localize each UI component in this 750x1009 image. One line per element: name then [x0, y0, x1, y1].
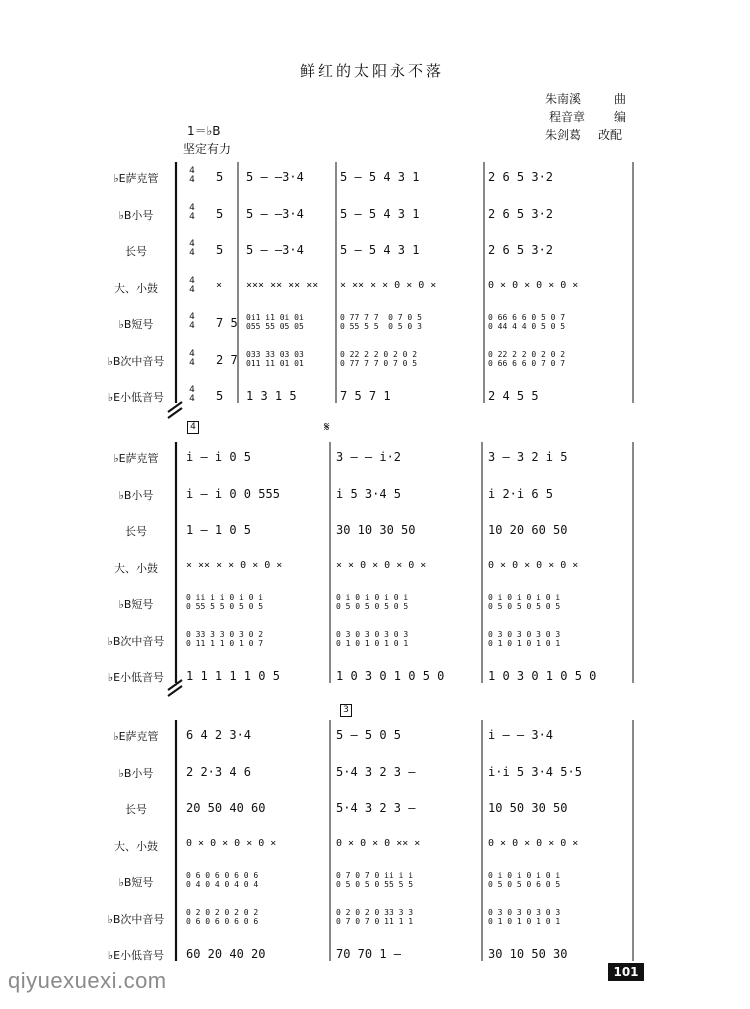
measure-cell: 0 7 0 7 0 ii i i 0 5 0 5 0 55 5 5	[336, 871, 414, 889]
instrument-label: ♭E萨克管	[113, 730, 159, 743]
measure-cell: 3 – 3 2 i 5	[488, 450, 568, 464]
time-sig-top: 4	[189, 348, 195, 359]
instrument-label: ♭B小号	[118, 766, 154, 780]
watermark: qiyuexuexi.com	[8, 968, 167, 993]
measure-cell: 5·4 3 2 3 –	[336, 764, 416, 779]
instrument-label: ♭B短号	[118, 876, 154, 889]
measure-cell: 0 3 0 3 0 3 0 3 0 1 0 1 0 1 0 1	[488, 629, 561, 648]
time-sig-bottom: 4	[189, 357, 195, 368]
adapter-role: 改配	[598, 128, 623, 142]
tempo-marking: 坚定有力	[183, 142, 232, 156]
measure-cell: × ×× × × 0 × 0 ×	[340, 279, 437, 291]
measure-cell: 30 10 30 50	[336, 523, 416, 537]
measure-cell: 60 20 40 20	[186, 947, 266, 961]
measure-cell: 1 – 1 0 5	[186, 523, 252, 537]
instrument-label: ♭E小低音号	[107, 671, 165, 684]
measure-cell: 2 6 5 3·2	[488, 170, 554, 184]
measure-cell: 5	[216, 170, 224, 184]
measure-cell: 2 6 5 3·2	[488, 206, 554, 221]
instrument-label: 大、小鼓	[114, 561, 158, 575]
measure-cell: 5 – –3·4	[246, 243, 304, 257]
instrument-label: ♭E小低音号	[107, 391, 165, 404]
measure-cell: 20 50 40 60	[186, 801, 266, 815]
instrument-label: 长号	[125, 803, 147, 816]
time-sig-bottom: 4	[189, 211, 195, 222]
time-sig-bottom: 4	[189, 248, 195, 258]
composer-name: 朱南溪	[545, 92, 582, 106]
measure-cell: 0 i 0 i 0 i 0 i 0 5 0 5 0 5 0 5	[488, 593, 561, 611]
instrument-label: ♭B小号	[118, 208, 154, 222]
measure-cell: 2 4 5 5	[488, 389, 539, 403]
arranger-name: 程音章	[549, 110, 586, 124]
measure-cell: 0 × 0 × 0 × 0 ×	[488, 837, 579, 849]
time-sig-top: 4	[189, 275, 195, 286]
time-sig-bottom: 4	[189, 175, 195, 185]
measure-cell: 5·4 3 2 3 –	[336, 801, 416, 815]
measure-cell: 10 50 30 50	[488, 801, 568, 815]
measure-cell: × × 0 × 0 × 0 ×	[336, 559, 427, 571]
measure-cell: 0 i 0 i 0 i 0 i 0 5 0 5 0 6 0 5	[488, 871, 561, 889]
measure-cell: i 5 3·4 5	[336, 486, 402, 501]
measure-cell: 0 × 0 × 0 ×× ×	[336, 837, 421, 849]
time-sig-bottom: 4	[189, 394, 195, 404]
measure-cell: 1 0 3 0 1 0 5 0	[488, 669, 597, 683]
measure-cell: 10 20 60 50	[488, 523, 568, 537]
measure-cell: 5 – –3·4	[246, 170, 304, 184]
measure-cell: 5	[216, 243, 224, 257]
measure-cell: 70 70 1 –	[336, 947, 402, 961]
measure-cell: 0 33 3 3 0 3 0 2 0 11 1 1 0 1 0 7	[186, 629, 264, 648]
measure-cell: i·i 5 3·4 5·5	[488, 764, 582, 779]
measure-cell: 0 22 2 2 0 2 0 2 0 66 6 6 0 7 0 7	[488, 349, 566, 368]
measure-cell: 0 × 0 × 0 × 0 ×	[186, 837, 277, 849]
time-sig-top: 4	[189, 166, 195, 176]
measure-cell: ××× ×× ×× ××	[246, 279, 319, 291]
instrument-label: 长号	[125, 245, 147, 258]
measure-cell: 0 66 6 6 0 5 0 7 0 44 4 4 0 5 0 5	[488, 313, 566, 331]
measure-cell: 1 0 3 0 1 0 5 0	[336, 669, 445, 683]
measure-cell: 7 5 7 1	[340, 389, 391, 403]
measure-cell: 0 i 0 i 0 i 0 i 0 5 0 5 0 5 0 5	[336, 593, 409, 611]
time-sig-top: 4	[189, 202, 195, 213]
time-sig-top: 4	[189, 239, 195, 249]
instrument-label: ♭B小号	[118, 488, 154, 502]
measure-cell: 5 – –3·4	[246, 206, 304, 221]
measure-cell: i – – 3·4	[488, 728, 554, 742]
measure-cell: 2 6 5 3·2	[488, 243, 554, 257]
measure-cell: 033 33 03 03 011 11 01 01	[246, 349, 304, 368]
measure-cell: 0 × 0 × 0 × 0 ×	[488, 559, 579, 571]
measure-cell: 0 × 0 × 0 × 0 ×	[488, 279, 579, 291]
rehearsal-mark-4: 4	[187, 421, 199, 434]
measure-cell: 5 – 5 0 5	[336, 728, 402, 742]
page-number: 101	[608, 963, 644, 981]
instrument-label: 大、小鼓	[114, 839, 158, 853]
time-sig-bottom: 4	[189, 321, 195, 331]
measure-cell: 0i1 i1 0i 0i 055 55 05 05	[246, 313, 304, 331]
measure-cell: 30 10 50 30	[488, 947, 568, 961]
instrument-label: ♭B短号	[118, 318, 154, 331]
measure-cell: 1 3 1 5	[246, 389, 297, 403]
measure-cell: × ×× × × 0 × 0 ×	[186, 559, 283, 571]
measure-cell: 0 ii i i 0 i 0 i 0 55 5 5 0 5 0 5	[186, 593, 264, 611]
measure-cell: 5 – 5 4 3 1	[340, 170, 420, 184]
measure-cell: 0 2 0 2 0 2 0 2 0 6 0 6 0 6 0 6	[186, 907, 259, 926]
measure-cell: 0 3 0 3 0 3 0 3 0 1 0 1 0 1 0 1	[488, 907, 561, 926]
measure-cell: 0 3 0 3 0 3 0 3 0 1 0 1 0 1 0 1	[336, 629, 409, 648]
key-signature: 1＝♭B	[187, 124, 221, 138]
measure-cell: 5	[216, 389, 224, 403]
measure-cell: 0 77 7 7 0 7 0 5 0 55 5 5 0 5 0 3	[340, 313, 422, 331]
composer-role: 曲	[614, 92, 627, 106]
instrument-label: ♭E萨克管	[113, 172, 159, 185]
measure-cell: i 2·i 6 5	[488, 486, 554, 501]
measure-cell: 0 22 2 2 0 2 0 2 0 77 7 7 0 7 0 5	[340, 349, 418, 368]
measure-cell: 5 – 5 4 3 1	[340, 243, 420, 257]
measure-cell: 3 – – i·2	[336, 450, 402, 464]
song-title: 鲜红的太阳永不落	[300, 62, 445, 80]
measure-cell: 0 6 0 6 0 6 0 6 0 4 0 4 0 4 0 4	[186, 871, 259, 889]
instrument-label: ♭E小低音号	[107, 949, 165, 962]
measure-cell: 2 7	[216, 352, 238, 367]
adapter-name: 朱剑葛	[545, 128, 582, 142]
measure-cell: 7 5	[216, 316, 238, 330]
instrument-label: ♭B次中音号	[107, 354, 165, 368]
time-sig-top: 4	[189, 385, 195, 395]
instrument-label: 长号	[125, 525, 147, 538]
time-sig-top: 4	[189, 312, 195, 322]
instrument-label: ♭B次中音号	[107, 912, 165, 926]
measure-cell: 1 1 1 1 1 0 5	[186, 669, 280, 683]
measure-cell: 5 – 5 4 3 1	[340, 206, 420, 221]
measure-cell: i – i 0 0 555	[186, 486, 280, 501]
time-sig-bottom: 4	[189, 284, 195, 295]
instrument-label: ♭B短号	[118, 598, 154, 611]
measure-cell: ×	[216, 279, 223, 291]
measure-cell: 2 2·3 4 6	[186, 764, 252, 779]
measure-cell: i – i 0 5	[186, 450, 252, 464]
measure-cell: 6 4 2 3·4	[186, 728, 252, 742]
instrument-label: ♭E萨克管	[113, 452, 159, 465]
instrument-label: 大、小鼓	[114, 281, 158, 295]
measure-cell: 0 2 0 2 0 33 3 3 0 7 0 7 0 11 1 1	[336, 907, 414, 926]
segno-sign: 𝄋	[324, 420, 330, 435]
rehearsal-mark-3: 3	[340, 704, 352, 717]
instrument-label: ♭B次中音号	[107, 634, 165, 648]
measure-cell: 5	[216, 206, 224, 221]
arranger-role: 编	[614, 110, 627, 124]
